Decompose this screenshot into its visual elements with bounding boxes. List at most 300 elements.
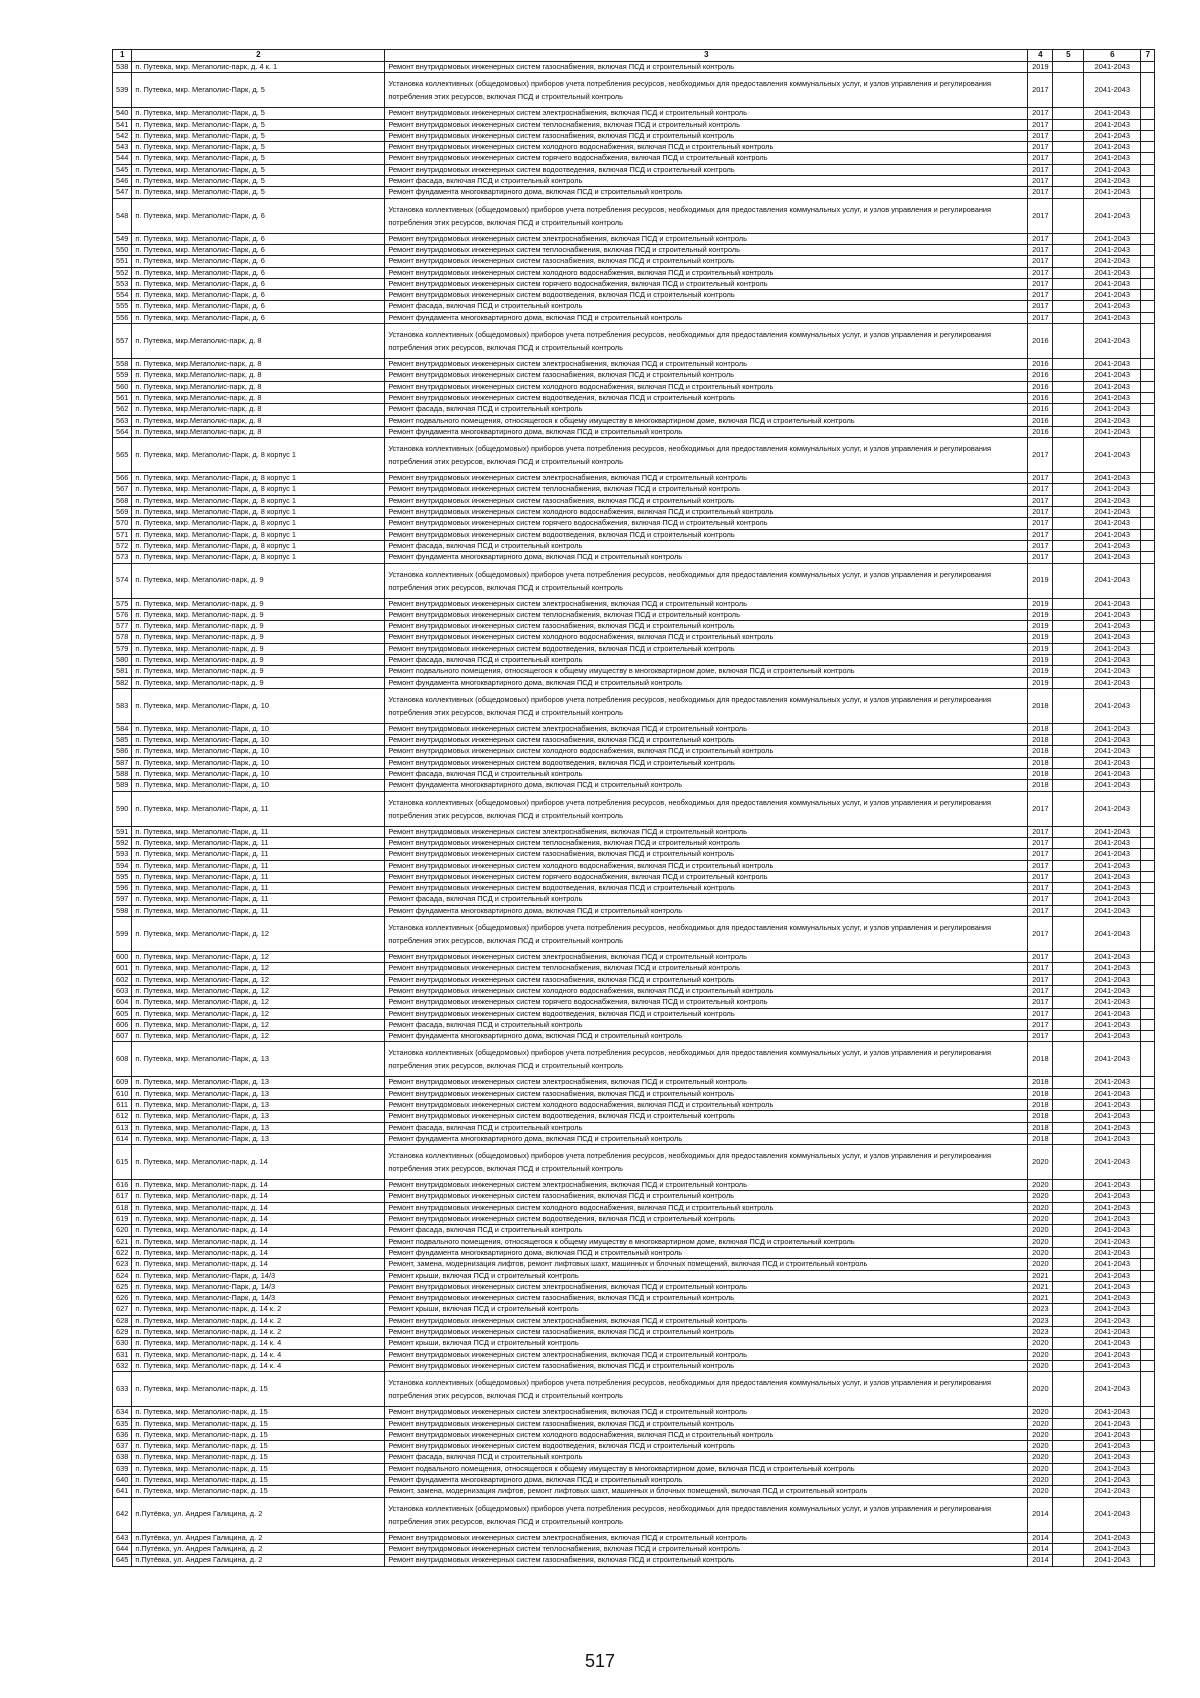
address-cell: п. Путевка, мкр. Мегаполис-Парк, д. 11: [132, 883, 385, 894]
table-row: [113, 826, 1155, 837]
work-type-cell: Ремонт внутридомовых инженерных систем электроснабжения, включая ПСД и строительный контроль: [385, 359, 1028, 370]
empty-cell: [1053, 780, 1084, 791]
empty-cell: [1141, 392, 1155, 403]
work-type-cell: Ремонт фасада, включая ПСД и строительный контроль: [385, 894, 1028, 905]
empty-cell: [1141, 1133, 1155, 1144]
address-cell: п. Путевка, мкр. Мегаполис-парк, д. 14: [132, 1191, 385, 1202]
period-cell: 2041-2043: [1084, 187, 1141, 198]
period-cell: 2041-2043: [1084, 1475, 1141, 1486]
empty-cell: [1141, 1042, 1155, 1077]
year-cell: 2020: [1028, 1418, 1053, 1429]
empty-cell: [1141, 860, 1155, 871]
row-number: 542: [113, 130, 132, 141]
empty-cell: [1141, 426, 1155, 437]
address-cell: п. Путевка, мкр. Мегаполис-Парк, д. 11: [132, 837, 385, 848]
empty-cell: [1053, 1452, 1084, 1463]
work-type-cell: Ремонт подвального помещения, относящегося к общему имуществу в многоквартирном доме, включая ПСД и строительный контроль: [385, 415, 1028, 426]
table-row: [113, 290, 1155, 301]
empty-cell: [1141, 108, 1155, 119]
address-cell: п. Путевка, мкр. Мегаполис-Парк, д. 6: [132, 312, 385, 323]
work-type-cell: Ремонт внутридомовых инженерных систем газоснабжения, включая ПСД и строительный контроль: [385, 1418, 1028, 1429]
address-cell: п. Путевка, мкр. Мегаполис-парк, д. 15: [132, 1418, 385, 1429]
work-type-cell: Ремонт фасада, включая ПСД и строительный контроль: [385, 301, 1028, 312]
table-row: [113, 164, 1155, 175]
year-cell: 2023: [1028, 1304, 1053, 1315]
work-type-cell: Ремонт внутридомовых инженерных систем водоотведения, включая ПСД и строительный контроль: [385, 392, 1028, 403]
year-cell: 2017: [1028, 301, 1053, 312]
row-number: 558: [113, 359, 132, 370]
empty-cell: [1141, 176, 1155, 187]
year-cell: 2017: [1028, 985, 1053, 996]
empty-cell: [1053, 1019, 1084, 1030]
period-cell: 2041-2043: [1084, 735, 1141, 746]
work-type-cell: Ремонт внутридомовых инженерных систем водоотведения, включая ПСД и строительный контроль: [385, 1441, 1028, 1452]
row-number: 553: [113, 278, 132, 289]
address-cell: п. Путевка, мкр. Мегаполис-Парк, д. 13: [132, 1100, 385, 1111]
empty-cell: [1053, 164, 1084, 175]
period-cell: 2041-2043: [1084, 997, 1141, 1008]
period-cell: 2041-2043: [1084, 1497, 1141, 1532]
year-cell: 2019: [1028, 677, 1053, 688]
empty-cell: [1141, 1111, 1155, 1122]
row-number: 560: [113, 381, 132, 392]
year-cell: 2018: [1028, 1111, 1053, 1122]
empty-cell: [1053, 507, 1084, 518]
empty-cell: [1141, 632, 1155, 643]
table-row: [113, 1372, 1155, 1407]
row-number: 590: [113, 791, 132, 826]
row-number: 621: [113, 1236, 132, 1247]
address-cell: п. Путевка, мкр. Мегаполис-Парк, д. 11: [132, 905, 385, 916]
address-cell: п. Путевка, мкр. Мегаполис-Парк, д. 5: [132, 176, 385, 187]
empty-cell: [1053, 392, 1084, 403]
address-cell: п. Путевка, мкр. Мегаполис-Парк, д. 13: [132, 1088, 385, 1099]
year-cell: 2018: [1028, 1122, 1053, 1133]
address-cell: п. Путевка, мкр. Мегаполис-парк, д. 9: [132, 563, 385, 598]
table-row: [113, 849, 1155, 860]
address-cell: п. Путевка, мкр. Мегаполис-парк, д. 15: [132, 1452, 385, 1463]
empty-cell: [1141, 130, 1155, 141]
empty-cell: [1053, 769, 1084, 780]
row-number: 608: [113, 1042, 132, 1077]
row-number: 633: [113, 1372, 132, 1407]
period-cell: 2041-2043: [1084, 290, 1141, 301]
period-cell: 2041-2043: [1084, 312, 1141, 323]
period-cell: 2041-2043: [1084, 621, 1141, 632]
address-cell: п. Путевка, мкр. Мегаполис-парк, д. 15: [132, 1441, 385, 1452]
row-number: 631: [113, 1349, 132, 1360]
row-number: 593: [113, 849, 132, 860]
year-cell: 2017: [1028, 484, 1053, 495]
address-cell: п. Путевка, мкр. Мегаполис-Парк, д. 6: [132, 256, 385, 267]
empty-cell: [1141, 757, 1155, 768]
year-cell: 2020: [1028, 1429, 1053, 1440]
period-cell: 2041-2043: [1084, 198, 1141, 233]
address-cell: п. Путевка, мкр. Мегаполис-Парк, д. 11: [132, 826, 385, 837]
year-cell: 2019: [1028, 598, 1053, 609]
empty-cell: [1141, 1236, 1155, 1247]
empty-cell: [1141, 917, 1155, 952]
period-cell: 2041-2043: [1084, 963, 1141, 974]
address-cell: п. Путевка, мкр. Мегаполис-Парк, д. 13: [132, 1133, 385, 1144]
work-type-cell: Ремонт внутридомовых инженерных систем газоснабжения, включая ПСД и строительный контроль: [385, 256, 1028, 267]
row-number: 622: [113, 1247, 132, 1258]
table-row: [113, 359, 1155, 370]
period-cell: 2041-2043: [1084, 609, 1141, 620]
table-row: [113, 735, 1155, 746]
period-cell: 2041-2043: [1084, 359, 1141, 370]
row-number: 587: [113, 757, 132, 768]
empty-cell: [1141, 780, 1155, 791]
work-type-cell: Ремонт подвального помещения, относящегося к общему имуществу в многоквартирном доме, включая ПСД и строительный контроль: [385, 1463, 1028, 1474]
period-cell: 2041-2043: [1084, 1191, 1141, 1202]
empty-cell: [1141, 849, 1155, 860]
empty-cell: [1053, 359, 1084, 370]
work-type-cell: Установка коллективных (общедомовых) приборов учета потребления ресурсов, необходимых для предоставления коммунальных услуг, и узлов управления и регулирования потребления этих ресурсов, включая ПСД и строительный контроль: [385, 563, 1028, 598]
empty-cell: [1141, 164, 1155, 175]
table-row: [113, 1293, 1155, 1304]
row-number: 624: [113, 1270, 132, 1281]
period-cell: 2041-2043: [1084, 1270, 1141, 1281]
empty-cell: [1053, 871, 1084, 882]
work-type-cell: Ремонт внутридомовых инженерных систем теплоснабжения, включая ПСД и строительный контроль: [385, 609, 1028, 620]
year-cell: 2016: [1028, 359, 1053, 370]
period-cell: 2041-2043: [1084, 1008, 1141, 1019]
empty-cell: [1053, 905, 1084, 916]
empty-cell: [1053, 1486, 1084, 1497]
year-cell: 2017: [1028, 119, 1053, 130]
work-type-cell: Ремонт внутридомовых инженерных систем газоснабжения, включая ПСД и строительный контроль: [385, 1191, 1028, 1202]
empty-cell: [1141, 769, 1155, 780]
table-row: [113, 312, 1155, 323]
empty-cell: [1141, 290, 1155, 301]
empty-cell: [1053, 267, 1084, 278]
period-cell: 2041-2043: [1084, 563, 1141, 598]
empty-cell: [1141, 1259, 1155, 1270]
work-type-cell: Ремонт внутридомовых инженерных систем газоснабжения, включая ПСД и строительный контроль: [385, 1293, 1028, 1304]
table-row: [113, 1555, 1155, 1566]
empty-cell: [1141, 1497, 1155, 1532]
year-cell: 2020: [1028, 1259, 1053, 1270]
year-cell: 2020: [1028, 1475, 1053, 1486]
year-cell: 2017: [1028, 290, 1053, 301]
empty-cell: [1053, 860, 1084, 871]
row-number: 618: [113, 1202, 132, 1213]
address-cell: п. Путевка, мкр. Мегаполис-парк, д. 15: [132, 1463, 385, 1474]
period-cell: 2041-2043: [1084, 837, 1141, 848]
empty-cell: [1141, 1122, 1155, 1133]
period-cell: 2041-2043: [1084, 1452, 1141, 1463]
address-cell: п. Путевка, мкр. Мегаполис-Парк, д. 6: [132, 290, 385, 301]
period-cell: 2041-2043: [1084, 540, 1141, 551]
address-cell: п. Путевка, мкр. Мегаполис-парк, д. 9: [132, 666, 385, 677]
year-cell: 2016: [1028, 426, 1053, 437]
table-row: [113, 1543, 1155, 1554]
year-cell: 2018: [1028, 746, 1053, 757]
period-cell: 2041-2043: [1084, 1259, 1141, 1270]
row-number: 572: [113, 540, 132, 551]
empty-cell: [1053, 621, 1084, 632]
year-cell: 2017: [1028, 198, 1053, 233]
row-number: 613: [113, 1122, 132, 1133]
row-number: 610: [113, 1088, 132, 1099]
address-cell: п. Путевка, мкр. Мегаполис-парк, д. 15: [132, 1407, 385, 1418]
work-type-cell: Ремонт внутридомовых инженерных систем электроснабжения, включая ПСД и строительный контроль: [385, 1532, 1028, 1543]
year-cell: 2017: [1028, 905, 1053, 916]
table-row: [113, 1270, 1155, 1281]
address-cell: п. Путевка, мкр.Мегаполис-парк, д. 8: [132, 415, 385, 426]
row-number: 602: [113, 974, 132, 985]
table-row: [113, 632, 1155, 643]
row-number: 609: [113, 1077, 132, 1088]
address-cell: п. Путевка, мкр. Мегаполис-Парк, д. 11: [132, 871, 385, 882]
period-cell: 2041-2043: [1084, 1418, 1141, 1429]
row-number: 639: [113, 1463, 132, 1474]
year-cell: 2020: [1028, 1360, 1053, 1371]
work-type-cell: Установка коллективных (общедомовых) приборов учета потребления ресурсов, необходимых для предоставления коммунальных услуг, и узлов управления и регулирования потребления этих ресурсов, включая ПСД и строительный контроль: [385, 688, 1028, 723]
empty-cell: [1053, 1191, 1084, 1202]
table-row: [113, 244, 1155, 255]
table-row: [113, 1315, 1155, 1326]
address-cell: п. Путевка, мкр. Мегаполис-Парк, д. 12: [132, 952, 385, 963]
work-type-cell: Ремонт внутридомовых инженерных систем электроснабжения, включая ПСД и строительный контроль: [385, 1407, 1028, 1418]
address-cell: п. Путевка, мкр. Мегаполис-парк, д. 14 к. 4: [132, 1338, 385, 1349]
table-row: [113, 62, 1155, 73]
row-number: 562: [113, 404, 132, 415]
empty-cell: [1141, 563, 1155, 598]
empty-cell: [1053, 1145, 1084, 1180]
empty-cell: [1141, 1555, 1155, 1566]
address-cell: п. Путевка, мкр. Мегаполис-парк, д. 14 к. 4: [132, 1349, 385, 1360]
empty-cell: [1053, 62, 1084, 73]
empty-cell: [1141, 1214, 1155, 1225]
empty-cell: [1053, 415, 1084, 426]
period-cell: 2041-2043: [1084, 917, 1141, 952]
year-cell: 2018: [1028, 1133, 1053, 1144]
work-type-cell: Ремонт внутридомовых инженерных систем горячего водоснабжения, включая ПСД и строительный контроль: [385, 997, 1028, 1008]
empty-cell: [1053, 1349, 1084, 1360]
address-cell: п. Путевка, мкр. Мегаполис-Парк, д. 5: [132, 187, 385, 198]
row-number: 634: [113, 1407, 132, 1418]
year-cell: 2021: [1028, 1281, 1053, 1292]
work-type-cell: Установка коллективных (общедомовых) приборов учета потребления ресурсов, необходимых для предоставления коммунальных услуг, и узлов управления и регулирования потребления этих ресурсов, включая ПСД и строительный контроль: [385, 198, 1028, 233]
period-cell: 2041-2043: [1084, 598, 1141, 609]
empty-cell: [1141, 974, 1155, 985]
address-cell: п. Путевка, мкр. Мегаполис-Парк, д. 5: [132, 130, 385, 141]
table-row: [113, 552, 1155, 563]
address-cell: п. Путевка, мкр. Мегаполис-Парк, д. 5: [132, 108, 385, 119]
empty-cell: [1141, 1304, 1155, 1315]
year-cell: 2017: [1028, 164, 1053, 175]
table-row: [113, 438, 1155, 473]
year-cell: 2020: [1028, 1349, 1053, 1360]
empty-cell: [1141, 985, 1155, 996]
row-number: 586: [113, 746, 132, 757]
year-cell: 2017: [1028, 176, 1053, 187]
period-cell: 2041-2043: [1084, 233, 1141, 244]
work-type-cell: Ремонт внутридомовых инженерных систем водоотведения, включая ПСД и строительный контроль: [385, 643, 1028, 654]
row-number: 565: [113, 438, 132, 473]
row-number: 546: [113, 176, 132, 187]
table-row: [113, 1225, 1155, 1236]
address-cell: п. Путевка, мкр. Мегаполис-парк, д. 14 к. 2: [132, 1304, 385, 1315]
year-cell: 2017: [1028, 495, 1053, 506]
period-cell: 2041-2043: [1084, 1122, 1141, 1133]
empty-cell: [1053, 484, 1084, 495]
empty-cell: [1053, 963, 1084, 974]
period-cell: 2041-2043: [1084, 1180, 1141, 1191]
empty-cell: [1141, 598, 1155, 609]
period-cell: 2041-2043: [1084, 780, 1141, 791]
empty-cell: [1141, 1338, 1155, 1349]
year-cell: 2017: [1028, 507, 1053, 518]
empty-cell: [1141, 1475, 1155, 1486]
period-cell: 2041-2043: [1084, 1349, 1141, 1360]
empty-cell: [1053, 312, 1084, 323]
address-cell: п. Путевка, мкр. Мегаполис-Парк, д. 10: [132, 723, 385, 734]
row-number: 616: [113, 1180, 132, 1191]
empty-cell: [1141, 1008, 1155, 1019]
year-cell: 2020: [1028, 1180, 1053, 1191]
year-cell: 2021: [1028, 1293, 1053, 1304]
work-type-cell: Ремонт фасада, включая ПСД и строительный контроль: [385, 540, 1028, 551]
row-number: 601: [113, 963, 132, 974]
capital-repair-table: [112, 49, 1155, 1567]
empty-cell: [1053, 1270, 1084, 1281]
work-type-cell: Ремонт внутридомовых инженерных систем водоотведения, включая ПСД и строительный контроль: [385, 164, 1028, 175]
empty-cell: [1053, 290, 1084, 301]
row-number: 641: [113, 1486, 132, 1497]
year-cell: 2014: [1028, 1543, 1053, 1554]
empty-cell: [1141, 1225, 1155, 1236]
year-cell: 2017: [1028, 438, 1053, 473]
empty-cell: [1053, 1133, 1084, 1144]
period-cell: 2041-2043: [1084, 130, 1141, 141]
table-row: [113, 1180, 1155, 1191]
work-type-cell: Ремонт внутридомовых инженерных систем водоотведения, включая ПСД и строительный контроль: [385, 1008, 1028, 1019]
year-cell: 2018: [1028, 1077, 1053, 1088]
empty-cell: [1141, 324, 1155, 359]
address-cell: п.Путёвка, ул. Андрея Галицина, д. 2: [132, 1555, 385, 1566]
row-number: 623: [113, 1259, 132, 1270]
row-number: 559: [113, 370, 132, 381]
period-cell: 2041-2043: [1084, 1407, 1141, 1418]
year-cell: 2023: [1028, 1315, 1053, 1326]
empty-cell: [1141, 1247, 1155, 1258]
row-number: 567: [113, 484, 132, 495]
empty-cell: [1053, 518, 1084, 529]
work-type-cell: Ремонт внутридомовых инженерных систем электроснабжения, включая ПСД и строительный контроль: [385, 108, 1028, 119]
empty-cell: [1053, 1214, 1084, 1225]
year-cell: 2016: [1028, 381, 1053, 392]
empty-cell: [1141, 1532, 1155, 1543]
work-type-cell: Ремонт внутридомовых инженерных систем газоснабжения, включая ПСД и строительный контроль: [385, 370, 1028, 381]
work-type-cell: Ремонт внутридомовых инженерных систем холодного водоснабжения, включая ПСД и строительный контроль: [385, 632, 1028, 643]
empty-cell: [1053, 837, 1084, 848]
table-row: [113, 609, 1155, 620]
column-number-row: [113, 50, 1155, 62]
work-type-cell: Ремонт внутридомовых инженерных систем электроснабжения, включая ПСД и строительный контроль: [385, 473, 1028, 484]
work-type-cell: Ремонт крыши, включая ПСД и строительный контроль: [385, 1338, 1028, 1349]
row-number: 603: [113, 985, 132, 996]
address-cell: п. Путевка, мкр. Мегаполис-парк, д. 14: [132, 1180, 385, 1191]
row-number: 620: [113, 1225, 132, 1236]
year-cell: 2016: [1028, 324, 1053, 359]
work-type-cell: Ремонт фасада, включая ПСД и строительный контроль: [385, 1452, 1028, 1463]
empty-cell: [1141, 473, 1155, 484]
empty-cell: [1141, 871, 1155, 882]
year-cell: 2018: [1028, 1100, 1053, 1111]
work-type-cell: Установка коллективных (общедомовых) приборов учета потребления ресурсов, необходимых для предоставления коммунальных услуг, и узлов управления и регулирования потребления этих ресурсов, включая ПСД и строительный контроль: [385, 917, 1028, 952]
work-type-cell: Ремонт внутридомовых инженерных систем теплоснабжения, включая ПСД и строительный контроль: [385, 484, 1028, 495]
row-number: 540: [113, 108, 132, 119]
period-cell: 2041-2043: [1084, 1304, 1141, 1315]
year-cell: 2017: [1028, 142, 1053, 153]
empty-cell: [1141, 1191, 1155, 1202]
address-cell: п. Путевка, мкр. Мегаполис-Парк, д. 12: [132, 917, 385, 952]
table-row: [113, 233, 1155, 244]
work-type-cell: Ремонт внутридомовых инженерных систем электроснабжения, включая ПСД и строительный контроль: [385, 598, 1028, 609]
column-header: 7: [1141, 50, 1155, 62]
period-cell: 2041-2043: [1084, 370, 1141, 381]
row-number: 569: [113, 507, 132, 518]
row-number: 583: [113, 688, 132, 723]
empty-cell: [1053, 187, 1084, 198]
address-cell: п. Путевка, мкр. Мегаполис-Парк, д. 11: [132, 849, 385, 860]
period-cell: 2041-2043: [1084, 1327, 1141, 1338]
work-type-cell: Ремонт внутридомовых инженерных систем водоотведения, включая ПСД и строительный контроль: [385, 1214, 1028, 1225]
year-cell: 2023: [1028, 1327, 1053, 1338]
period-cell: 2041-2043: [1084, 324, 1141, 359]
year-cell: 2017: [1028, 837, 1053, 848]
year-cell: 2020: [1028, 1202, 1053, 1213]
address-cell: п. Путевка, мкр. Мегаполис-Парк, д. 12: [132, 997, 385, 1008]
table-row: [113, 1259, 1155, 1270]
work-type-cell: Ремонт внутридомовых инженерных систем холодного водоснабжения, включая ПСД и строительный контроль: [385, 381, 1028, 392]
work-type-cell: Ремонт фундамента многоквартирного дома, включая ПСД и строительный контроль: [385, 905, 1028, 916]
table-row: [113, 540, 1155, 551]
table-row: [113, 974, 1155, 985]
work-type-cell: Ремонт внутридомовых инженерных систем теплоснабжения, включая ПСД и строительный контроль: [385, 244, 1028, 255]
column-header: 6: [1084, 50, 1141, 62]
address-cell: п. Путевка, мкр. Мегаполис-Парк, д. 8 корпус 1: [132, 507, 385, 518]
row-number: 628: [113, 1315, 132, 1326]
period-cell: 2041-2043: [1084, 1111, 1141, 1122]
period-cell: 2041-2043: [1084, 164, 1141, 175]
table-row: [113, 256, 1155, 267]
column-header: 2: [132, 50, 385, 62]
work-type-cell: Ремонт фундамента многоквартирного дома, включая ПСД и строительный контроль: [385, 1475, 1028, 1486]
period-cell: 2041-2043: [1084, 1315, 1141, 1326]
table-row: [113, 985, 1155, 996]
empty-cell: [1141, 746, 1155, 757]
empty-cell: [1141, 1077, 1155, 1088]
empty-cell: [1053, 278, 1084, 289]
address-cell: п. Путевка, мкр. Мегаполис-Парк, д. 6: [132, 267, 385, 278]
period-cell: 2041-2043: [1084, 1372, 1141, 1407]
period-cell: 2041-2043: [1084, 1441, 1141, 1452]
empty-cell: [1053, 952, 1084, 963]
year-cell: 2020: [1028, 1441, 1053, 1452]
empty-cell: [1141, 1543, 1155, 1554]
period-cell: 2041-2043: [1084, 826, 1141, 837]
period-cell: 2041-2043: [1084, 1293, 1141, 1304]
empty-cell: [1053, 1077, 1084, 1088]
work-type-cell: Установка коллективных (общедомовых) приборов учета потребления ресурсов, необходимых для предоставления коммунальных услуг, и узлов управления и регулирования потребления этих ресурсов, включая ПСД и строительный контроль: [385, 791, 1028, 826]
table-row: [113, 1304, 1155, 1315]
period-cell: 2041-2043: [1084, 1281, 1141, 1292]
address-cell: п. Путевка, мкр. Мегаполис-Парк, д. 12: [132, 1031, 385, 1042]
